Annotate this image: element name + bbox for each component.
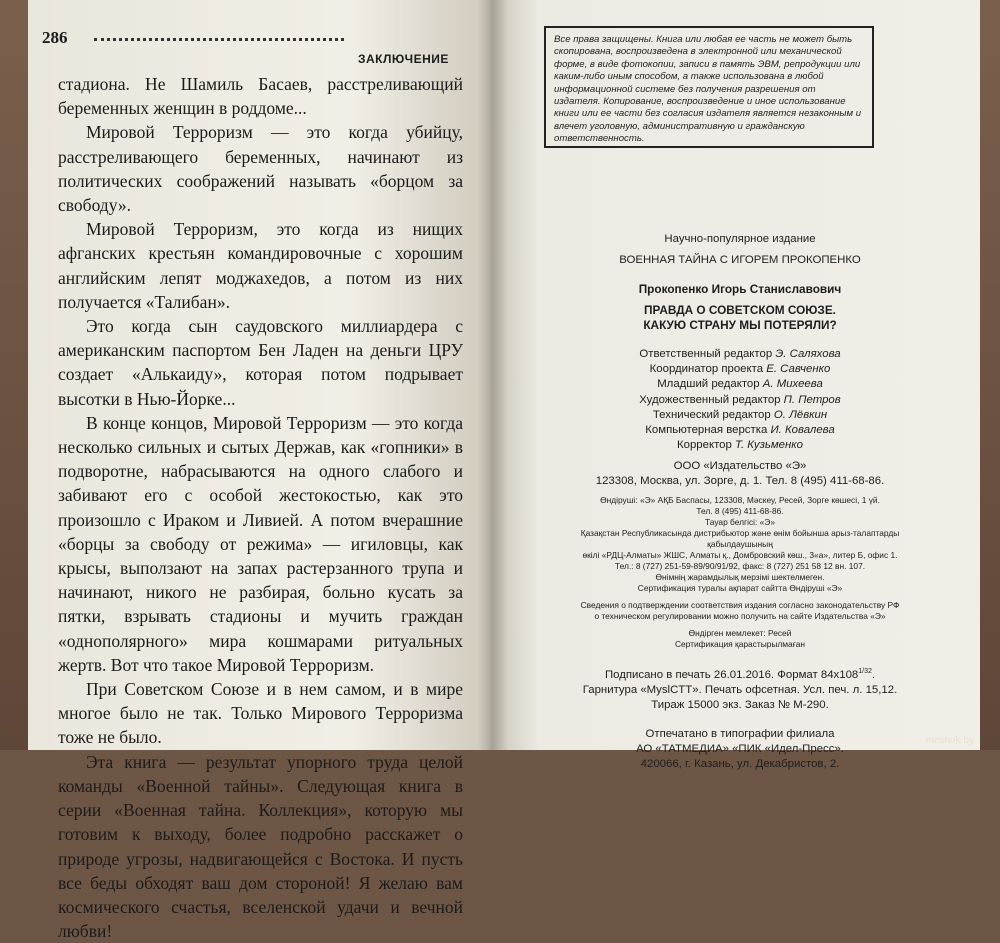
kz-info: Өндіруші: «Э» АҚБ Баспасы, 123308, Мәскеу, Ресей, Зорге көшесі, 1 үй. Тел. 8 (495) 411-68-86. Тауар белгісі: «Э» Қазақстан Республикасында дистрибьютор және өнім бойынша арыз-талаптарды қабылдаушының өкілі «РДЦ-Алматы» ЖШС, Алматы қ., Домбровский көш., 3«а», литер Б, офис 1. Тел.: 8 (727) 251-59-89/90/91/92, факс: 8 (727) 251 58 12 вн. 107. Өнімнің жарамдылық мерзімі шектелмеген. Сертификация туралы ақпарат сайтта Өндіруші «Э» — [580, 495, 900, 594]
watermark: meshok.by — [925, 735, 974, 746]
staff-row: Компьютерная верстка И. Ковалева — [645, 424, 835, 437]
paragraph: Мировой Терроризм, это когда из нищих афганских крестьян командировочные с хорошим английским лепят моджахедов, а потом из них получается «Талибан». — [58, 219, 463, 312]
staff-row: Художественный редактор П. Петров — [639, 393, 841, 406]
publisher-name: ООО «Издательство «Э» — [673, 460, 807, 473]
left-page-header — [42, 28, 462, 50]
series-name: ВОЕННАЯ ТАЙНА С ИГОРЕМ ПРОКОПЕНКО — [619, 254, 861, 266]
paragraph: В конце концов, Мировой Терроризм — это когда несколько сильных и сытых Держав, как «гопники» в подворотне, набрасываются на одного слабого и забивают его с особой жестокостью, как это произошло с Ираком и Ливией. А потом вчерашние «борцы за свободу от режима» — игиловцы, как крысы, выползают на запах растерзанного трупа и начинают, никого не разбирая, больно кусать за пятки, взрывать стадионы и мучить граждан «однополярного» мира кошмарами ритуальных жертв. Вот что такое Мировой Терроризм. — [58, 412, 463, 675]
printer-info: Отпечатано в типографии филиала АО «ТАТМЕДИА» «ПИК «Идел-Пресс». 420066, г. Казань, ул. Декабристов, 2. — [636, 728, 844, 771]
paragraph: стадиона. Не Шамиль Басаев, расстреливающий беременных женщин в роддоме... — [58, 74, 463, 119]
paragraph: Мировой Терроризм — это когда убийцу, расстреливающего беременных, начинают из политических соображений называть «борцом за свободу». — [58, 122, 463, 216]
origin-info: Өндірген мемлекет: Ресей Сертификация қарастырылмаған — [674, 628, 806, 650]
staff-row: Младший редактор А. Михеева — [657, 378, 823, 391]
paragraph: Это когда сын саудовского миллиардера с американским паспортом Бен Ладен на деньги ЦРУ создает «Алькаиду», которая потом подрывает высотки в Нью-Йорке... — [58, 316, 463, 409]
staff-row: Технический редактор О. Лёвкин — [652, 408, 828, 421]
rights-notice-box: Все права защищены. Книга или любая ее часть не может быть скопирована, воспроизведена в электронной или механической форме, в виде фотокопии, записи в память ЭВМ, репродукции или каким-либо иным способом, а также использована в любой информационной системе без получения разрешения от издателя. Копирование, воспроизведение и иное использование книги или ее части без согласия издателя является незаконным и влечет уголовную, административную и гражданскую ответственность. — [544, 26, 874, 148]
staff-row: Ответственный редактор Э. Саляхова — [639, 348, 841, 360]
header-dotted-rule — [94, 38, 344, 41]
regulation-info: Сведения о подтверждении соответствия издания согласно законодательству РФ о техническом регулировании можно получить на сайте Издательства «Э» — [580, 600, 900, 622]
imprint-block — [560, 232, 920, 772]
left-page — [28, 0, 490, 942]
author-name: Прокопенко Игорь Станиславович — [638, 282, 842, 296]
right-page — [490, 0, 980, 771]
running-head: ЗАКЛЮЧЕНИЕ — [358, 52, 449, 66]
book-title-line2: КАКУЮ СТРАНУ МЫ ПОТЕРЯЛИ? — [643, 318, 837, 332]
book-title-line1: ПРАВДА О СОВЕТСКОМ СОЮЗЕ. — [644, 303, 836, 317]
page-number: 286 — [42, 28, 68, 47]
edition-type: Научно-популярное издание — [664, 233, 816, 245]
staff-row: Координатор проекта Е. Савченко — [649, 363, 831, 376]
open-book — [28, 0, 980, 942]
paragraph: При Советском Союзе и в нем самом, и в мире многое было не так. Только Мирового Терроризма тоже не было. — [58, 679, 463, 748]
staff-row: Корректор Т. Кузьменко — [677, 439, 803, 452]
left-page-body — [58, 72, 463, 943]
publisher-address: 123308, Москва, ул. Зорге, д. 1. Тел. 8 (495) 411-68-86. — [595, 475, 885, 488]
book-gutter — [478, 0, 508, 750]
staff-list — [560, 347, 920, 453]
paragraph: Эта книга — результат упорного труда целой команды «Военной тайны». Следующая книга в серии «Военная тайна. Коллекция», которую мы готовим к выходу, более подробно расскажет о природе угрозы, надвигающейся с Востока. И пусть все беды обходят ваш дом стороной! Я желаю вам космического счастья, вселенской удачи и вечной любви! — [58, 751, 463, 942]
print-info: Подписано в печать 26.01.2016. Формат $84x108^{1/32}$. Гарнитура «MyslCTT». Печать офсетная. Усл. печ. л. 15,12. Тираж 15000 экз. Заказ № М-290. — [582, 668, 898, 712]
